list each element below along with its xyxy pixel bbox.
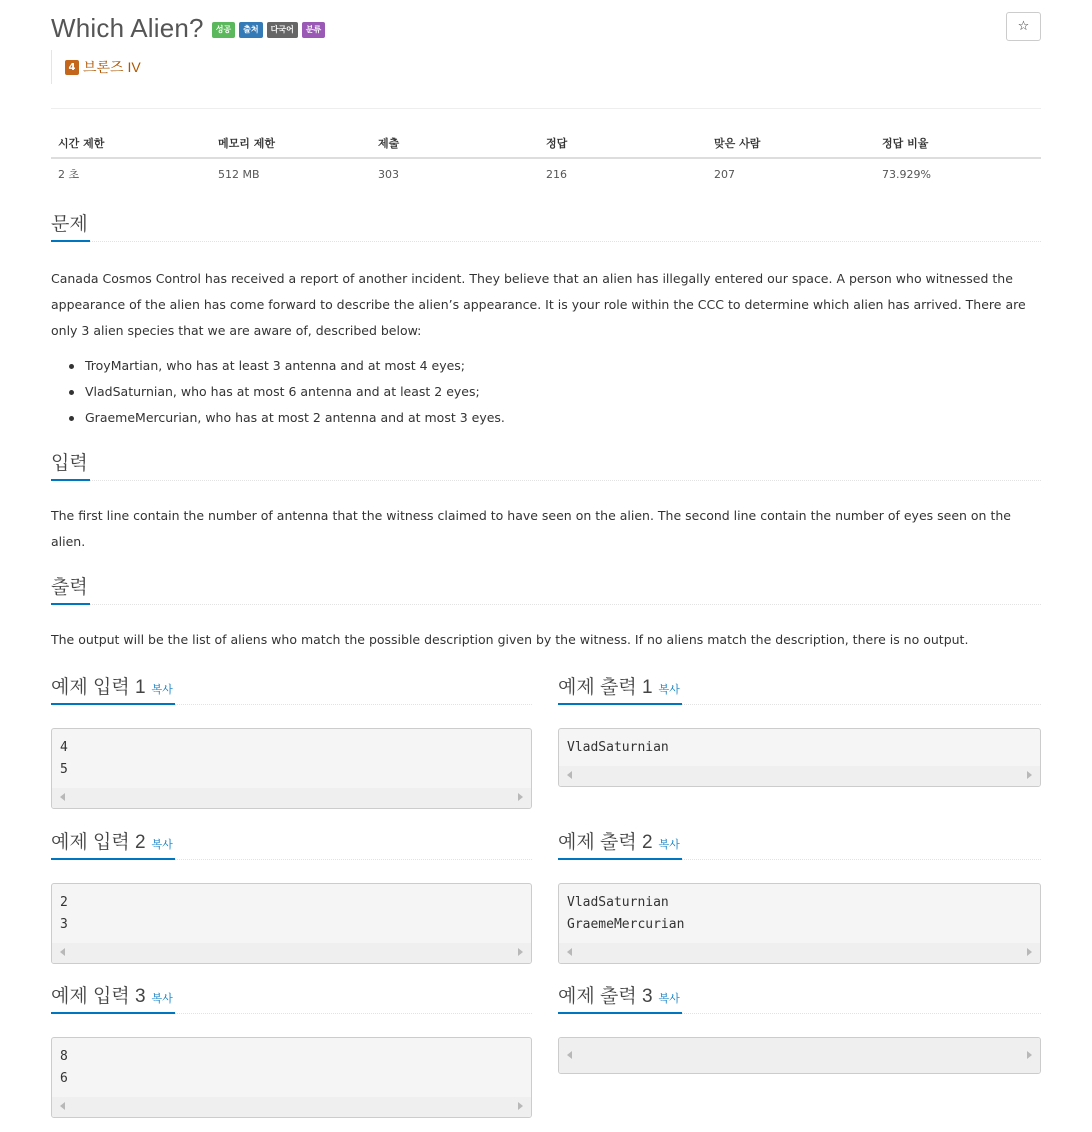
header-solved-users: 맞은 사람 — [707, 131, 875, 158]
scroll-left-icon[interactable] — [567, 1051, 572, 1059]
favorite-star-button[interactable] — [1006, 12, 1041, 41]
star-icon: ☆ — [1017, 19, 1030, 34]
sample-input-2-content[interactable]: 2 3 — [60, 895, 68, 932]
copy-button[interactable]: 복사 — [151, 684, 173, 696]
list-item: GraemeMercurian, who has at most 2 antenna and at most 3 eyes. — [67, 405, 505, 431]
scroll-right-icon[interactable] — [1027, 771, 1032, 779]
sample-output-1-header — [558, 677, 1041, 705]
sample-output-1-label: 예제 출력 1 — [558, 677, 653, 698]
copy-button[interactable]: 복사 — [658, 839, 680, 851]
sample-output-2-title — [558, 832, 682, 860]
sample-output-2-label: 예제 출력 2 — [558, 832, 653, 853]
problem-labels — [212, 22, 326, 38]
sample-output-3-label: 예제 출력 3 — [558, 986, 653, 1007]
value-accepted[interactable]: 216 — [546, 167, 567, 181]
list-item: TroyMartian, who has at least 3 antenna and at most 4 eyes; — [67, 353, 505, 379]
horizontal-scrollbar[interactable] — [559, 766, 1040, 786]
horizontal-scrollbar[interactable] — [559, 943, 1040, 963]
section-problem-title: 문제 — [51, 214, 90, 242]
header-memory-limit: 메모리 제한 — [211, 131, 371, 158]
sample-input-3-header — [51, 986, 532, 1014]
list-item: VladSaturnian, who has at most 6 antenna and at least 2 eyes; — [67, 379, 505, 405]
sample-input-2-title — [51, 832, 175, 860]
scroll-left-icon[interactable] — [60, 948, 65, 956]
sample-input-1-content[interactable]: 4 5 — [60, 740, 68, 777]
tier-label[interactable]: 브론즈 IV — [83, 59, 141, 75]
sample-output-1-box[interactable] — [558, 728, 1041, 787]
sample-input-1-label: 예제 입력 1 — [51, 677, 146, 698]
title-row — [51, 12, 325, 44]
sample-input-2-box[interactable] — [51, 883, 532, 964]
value-submissions[interactable]: 303 — [378, 167, 399, 181]
tier-info — [51, 50, 141, 84]
scroll-left-icon[interactable] — [567, 948, 572, 956]
header-time-limit: 시간 제한 — [51, 131, 211, 158]
value-memory-limit: 512 MB — [218, 167, 260, 181]
tier-bronze-icon: 4 — [65, 60, 79, 75]
sample-input-1-title — [51, 677, 175, 705]
header-submissions: 제출 — [371, 131, 539, 158]
scroll-right-icon[interactable] — [1027, 948, 1032, 956]
copy-button[interactable]: 복사 — [658, 684, 680, 696]
input-description: The first line contain the number of antenna that the witness claimed to have seen on the alien. The second line contain the number of eyes seen on the alien. — [51, 508, 1011, 549]
scroll-right-icon[interactable] — [518, 793, 523, 801]
sample-input-3-title — [51, 986, 175, 1014]
value-solved-users[interactable]: 207 — [714, 167, 735, 181]
value-accept-ratio: 73.929% — [882, 167, 931, 181]
problem-description: Canada Cosmos Control has received a report of another incident. They believe that an alien has illegally entered our space. A person who witnessed the appearance of the alien has come forward to describe the alien’s appearance. It is your role within the CCC to determine which alien has arrived. There are only 3 alien species that we are aware of, described below: — [51, 271, 1026, 338]
copy-button[interactable]: 복사 — [151, 993, 173, 1005]
sample-input-1-box[interactable] — [51, 728, 532, 809]
horizontal-scrollbar[interactable] — [52, 1097, 531, 1117]
sample-input-2-label: 예제 입력 2 — [51, 832, 146, 853]
value-time-limit: 2 초 — [58, 168, 80, 181]
sample-output-3-box[interactable] — [558, 1037, 1041, 1074]
sample-output-2-header — [558, 832, 1041, 860]
section-input-header — [51, 453, 1041, 481]
label-multilang[interactable]: 다국어 — [267, 22, 298, 38]
copy-button[interactable]: 복사 — [151, 839, 173, 851]
sample-output-3-title — [558, 986, 682, 1014]
scroll-right-icon[interactable] — [518, 1102, 523, 1110]
divider — [51, 108, 1041, 109]
sample-input-3-content[interactable]: 8 6 — [60, 1049, 68, 1086]
label-success[interactable]: 성공 — [212, 22, 235, 38]
sample-output-2-content[interactable]: VladSaturnian GraemeMercurian — [567, 895, 685, 932]
scroll-right-icon[interactable] — [1027, 1051, 1032, 1059]
info-value-row — [51, 158, 1041, 189]
sample-input-2-header — [51, 832, 532, 860]
section-input-title: 입력 — [51, 453, 90, 481]
section-output-header — [51, 577, 1041, 605]
label-category[interactable]: 분류 — [302, 22, 325, 38]
sample-output-1-title — [558, 677, 682, 705]
sample-output-3-header — [558, 986, 1041, 1014]
output-description: The output will be the list of aliens who match the possible description given by the witness. If no aliens match the description, there is no output. — [51, 632, 969, 647]
scroll-left-icon[interactable] — [60, 793, 65, 801]
section-problem-header — [51, 214, 1041, 242]
sample-output-1-content[interactable]: VladSaturnian — [567, 740, 669, 755]
info-header-row — [51, 131, 1041, 158]
scroll-left-icon[interactable] — [60, 1102, 65, 1110]
sample-output-2-box[interactable] — [558, 883, 1041, 964]
sample-input-1-header — [51, 677, 532, 705]
copy-button[interactable]: 복사 — [658, 993, 680, 1005]
scroll-right-icon[interactable] — [518, 948, 523, 956]
horizontal-scrollbar[interactable] — [559, 1038, 1040, 1073]
header-accepted: 정답 — [539, 131, 707, 158]
horizontal-scrollbar[interactable] — [52, 943, 531, 963]
problem-info-table — [51, 131, 1041, 189]
scroll-left-icon[interactable] — [567, 771, 572, 779]
sample-input-3-box[interactable] — [51, 1037, 532, 1118]
problem-title: Which Alien? — [51, 12, 204, 43]
horizontal-scrollbar[interactable] — [52, 788, 531, 808]
section-output-title: 출력 — [51, 577, 90, 605]
header-accept-ratio: 정답 비율 — [875, 131, 1041, 158]
sample-input-3-label: 예제 입력 3 — [51, 986, 146, 1007]
label-source[interactable]: 출처 — [239, 22, 262, 38]
alien-species-list — [67, 353, 505, 431]
